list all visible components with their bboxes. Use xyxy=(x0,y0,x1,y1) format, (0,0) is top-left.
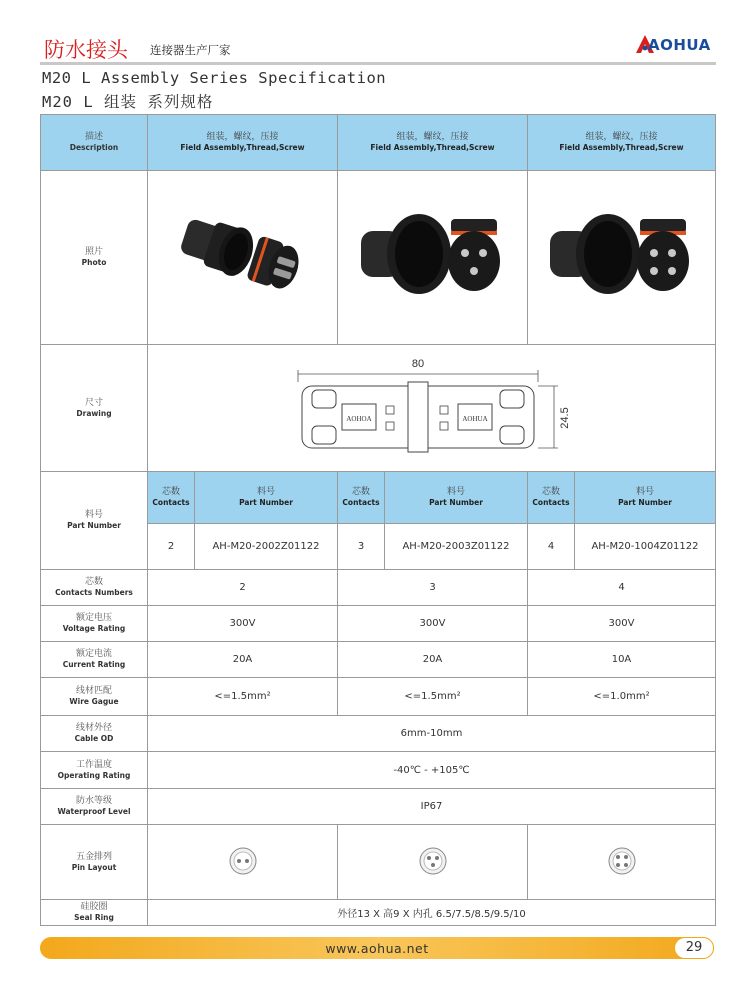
part-number-header-row xyxy=(41,472,716,524)
connector-3pin-image xyxy=(353,201,513,311)
dimension-drawing-cell xyxy=(148,345,716,472)
cable-row xyxy=(41,716,716,752)
row-label-photo: 照片 Photo xyxy=(41,171,148,345)
waterproof-value: IP67 xyxy=(148,789,716,825)
seal-ring-value: 外径13 X 高9 X 内孔 6.5/7.5/8.5/9.5/10 xyxy=(148,900,716,926)
height-dimension-label: 24.5 xyxy=(558,406,571,429)
contacts-header-1: 芯数 Contacts xyxy=(148,472,195,524)
contacts-value-1: 2 xyxy=(148,524,195,570)
footer-bar xyxy=(40,937,714,959)
spec-table xyxy=(40,114,716,926)
voltage-3: 300V xyxy=(528,606,716,642)
operating-row xyxy=(41,752,716,789)
current-1: 20A xyxy=(148,642,338,678)
contacts-numbers-row xyxy=(41,570,716,606)
length-dimension-label: 80 xyxy=(411,357,424,370)
seal-ring-row xyxy=(41,900,716,926)
part-number-header-2: 料号 Part Number xyxy=(385,472,528,524)
voltage-row xyxy=(41,606,716,642)
connector-photo-2pin xyxy=(148,171,338,345)
pin-layout-2 xyxy=(148,825,338,900)
current-3: 10A xyxy=(528,642,716,678)
row-label-current: 额定电流 Current Rating xyxy=(41,642,148,678)
row-label-seal-ring: 硅胶圈 Seal Ring xyxy=(41,900,148,926)
drawing-brand-left: AOHOA xyxy=(345,414,372,423)
connector-2pin-image xyxy=(173,201,313,311)
operating-value: -40℃ - +105℃ xyxy=(148,752,716,789)
wire-3: <=1.0mm² xyxy=(528,678,716,716)
part-number-header-1: 料号 Part Number xyxy=(195,472,338,524)
current-2: 20A xyxy=(338,642,528,678)
row-label-description: 描述 Description xyxy=(41,115,148,171)
row-label-waterproof: 防水等级 Waterproof Level xyxy=(41,789,148,825)
row-label-pin-layout: 五金排列 Pin Layout xyxy=(41,825,148,900)
part-number-value-2: AH-M20-2003Z01122 xyxy=(385,524,528,570)
page-title-cn: M20 L 组装 系列规格 xyxy=(42,93,214,111)
pin-layout-4 xyxy=(528,825,716,900)
connector-4pin-image xyxy=(542,201,702,311)
cable-od-value: 6mm-10mm xyxy=(148,716,716,752)
row-label-wire: 线材匹配 Wire Gague xyxy=(41,678,148,716)
connector-photo-4pin xyxy=(528,171,716,345)
part-number-header-3: 料号 Part Number xyxy=(575,472,716,524)
brand-title-cn: 防水接头 xyxy=(44,38,128,62)
contacts-value-2: 3 xyxy=(338,524,385,570)
contacts-value-3: 4 xyxy=(528,524,575,570)
row-label-operating: 工作温度 Operating Rating xyxy=(41,752,148,789)
drawing-brand-right: AOHUA xyxy=(461,414,488,423)
aohua-logo xyxy=(634,34,714,54)
connector-photo-3pin xyxy=(338,171,528,345)
wire-1: <=1.5mm² xyxy=(148,678,338,716)
footer-website[interactable]: www.aohua.net xyxy=(325,941,429,956)
logo-text: AOHUA xyxy=(648,36,711,54)
current-row xyxy=(41,642,716,678)
contacts-header-2: 芯数 Contacts xyxy=(338,472,385,524)
waterproof-row xyxy=(41,789,716,825)
voltage-2: 300V xyxy=(338,606,528,642)
part-number-value-3: AH-M20-1004Z01122 xyxy=(575,524,716,570)
description-cell-3: 组装，螺纹，压接 Field Assembly,Thread,Screw xyxy=(528,115,716,171)
row-label-part-number: 料号 Part Number xyxy=(41,472,148,570)
page-title-en: M20 L Assembly Series Specification xyxy=(42,69,387,87)
contacts-numbers-2: 3 xyxy=(338,570,528,606)
part-number-value-1: AH-M20-2002Z01122 xyxy=(195,524,338,570)
contacts-numbers-3: 4 xyxy=(528,570,716,606)
header-divider xyxy=(40,62,716,65)
page-number: 29 xyxy=(674,937,714,959)
row-label-drawing: 尺寸 Drawing xyxy=(41,345,148,472)
row-label-contacts-numbers: 芯数 Contacts Numbers xyxy=(41,570,148,606)
photo-row xyxy=(41,171,716,345)
drawing-row xyxy=(41,345,716,472)
contacts-numbers-1: 2 xyxy=(148,570,338,606)
pin-layout-4-icon xyxy=(607,846,637,876)
row-label-voltage: 额定电压 Voltage Rating xyxy=(41,606,148,642)
row-label-cable: 线材外径 Cable OD xyxy=(41,716,148,752)
brand-subtitle-cn: 连接器生产厂家 xyxy=(150,43,231,57)
pin-layout-row xyxy=(41,825,716,900)
description-row xyxy=(41,115,716,171)
voltage-1: 300V xyxy=(148,606,338,642)
description-cell-1: 组装，螺纹，压接 Field Assembly,Thread,Screw xyxy=(148,115,338,171)
wire-2: <=1.5mm² xyxy=(338,678,528,716)
pin-layout-3 xyxy=(338,825,528,900)
pin-layout-2-icon xyxy=(228,846,258,876)
description-cell-2: 组装，螺纹，压接 Field Assembly,Thread,Screw xyxy=(338,115,528,171)
contacts-header-3: 芯数 Contacts xyxy=(528,472,575,524)
dimension-drawing xyxy=(282,352,582,462)
pin-layout-3-icon xyxy=(418,846,448,876)
wire-row xyxy=(41,678,716,716)
